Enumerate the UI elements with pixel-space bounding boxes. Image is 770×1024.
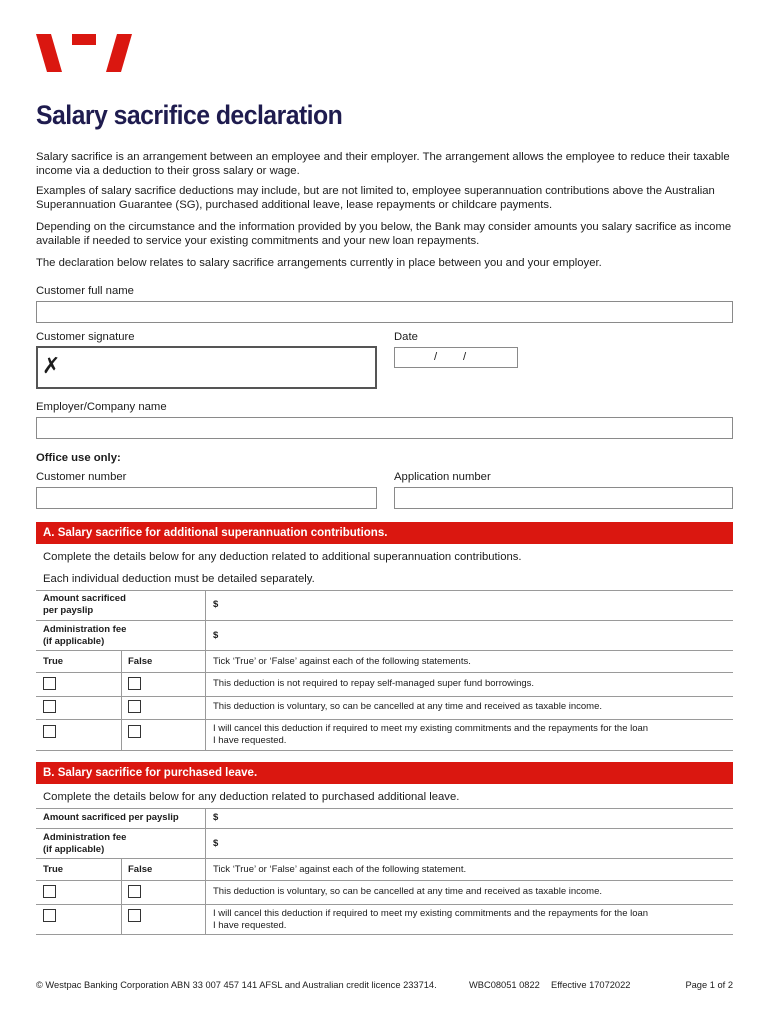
employer-name-label: Employer/Company name (36, 401, 167, 413)
footer-copyright: © Westpac Banking Corporation ABN 33 007 457 141 AFSL and Australian credit licence 233714. (36, 980, 437, 990)
statement-2-text: This deduction is voluntary, so can be cancelled at any time and received as taxable income. (213, 701, 603, 712)
section-b-heading: B. Salary sacrifice for purchased leave. (36, 762, 733, 784)
intro-paragraph-1: Salary sacrifice is an arrangement between an employee and their employer. The arrangement allows the employee to reduce their taxable income via a deduction to their gross salary or wage. (36, 151, 730, 177)
amount-currency[interactable]: $ (213, 812, 219, 823)
statement-1-true-checkbox[interactable] (43, 885, 56, 898)
amount-sacrificed-label: Amount sacrificed per payslip (43, 593, 126, 616)
page-title: Salary sacrifice declaration (36, 100, 343, 130)
employer-name-field[interactable] (36, 417, 733, 439)
footer-form-code: WBC08051 0822 (469, 980, 540, 990)
false-column-header: False (128, 864, 153, 875)
customer-signature-label: Customer signature (36, 331, 135, 343)
section-b-instruction: Complete the details below for any deduction related to purchased additional leave. (43, 791, 460, 803)
fee-currency[interactable]: $ (213, 838, 219, 849)
administration-fee-label: Administration fee (if applicable) (43, 624, 127, 647)
date-field[interactable] (394, 347, 518, 368)
customer-number-label: Customer number (36, 471, 127, 483)
amount-sacrificed-label: Amount sacrificed per payslip (43, 812, 179, 823)
page-number: Page 1 of 2 (685, 980, 733, 990)
statement-1-false-checkbox[interactable] (128, 885, 141, 898)
statement-2-text: I will cancel this deduction if required to meet my existing commitments and the repayments for the loan I have requested. (213, 908, 649, 931)
customer-full-name-label: Customer full name (36, 285, 134, 297)
statement-2-true-checkbox[interactable] (43, 700, 56, 713)
administration-fee-label: Administration fee (if applicable) (43, 832, 127, 855)
statement-1-true-checkbox[interactable] (43, 677, 56, 690)
tick-instruction: Tick ‘True’ or ‘False’ against each of the following statement. (213, 864, 467, 875)
customer-number-field[interactable] (36, 487, 377, 509)
date-label: Date (394, 331, 418, 343)
section-a-heading: A. Salary sacrifice for additional superannuation contributions. (36, 522, 733, 544)
statement-3-text: I will cancel this deduction if required to meet my existing commitments and the repayments for the loan I have requested. (213, 723, 649, 746)
intro-paragraph-4: The declaration below relates to salary sacrifice arrangements currently in place between you and your employer. (36, 257, 602, 269)
date-separator: / (434, 351, 438, 363)
customer-full-name-field[interactable] (36, 301, 733, 323)
true-column-header: True (43, 864, 64, 875)
statement-2-false-checkbox[interactable] (128, 909, 141, 922)
application-number-label: Application number (394, 471, 491, 483)
fee-currency[interactable]: $ (213, 630, 219, 641)
statement-1-text: This deduction is not required to repay self-managed super fund borrowings. (213, 678, 535, 689)
statement-1-false-checkbox[interactable] (128, 677, 141, 690)
false-column-header: False (128, 656, 153, 667)
westpac-w-logo-icon (36, 34, 132, 72)
date-separator: / (463, 351, 467, 363)
amount-currency[interactable]: $ (213, 599, 219, 610)
section-a-instruction-separate: Each individual deduction must be detailed separately. (43, 573, 315, 585)
statement-1-text: This deduction is voluntary, so can be cancelled at any time and received as taxable income. (213, 886, 603, 897)
statement-3-false-checkbox[interactable] (128, 725, 141, 738)
statement-3-true-checkbox[interactable] (43, 725, 56, 738)
section-a-instruction: Complete the details below for any deduction related to additional superannuation contributions. (43, 551, 522, 563)
application-number-field[interactable] (394, 487, 733, 509)
tick-instruction: Tick ‘True’ or ‘False’ against each of the following statements. (213, 656, 471, 667)
intro-paragraph-2: Examples of salary sacrifice deductions may include, but are not limited to, employee superannuation contributions above the Australian Superannuation Guarantee (SG), purchased additional leave, lease repayments or childcare payments. (36, 185, 715, 211)
true-column-header: True (43, 656, 64, 667)
customer-signature-field[interactable] (36, 346, 377, 389)
footer-effective-date: Effective 17072022 (551, 980, 631, 990)
signature-cross-icon: ✗ (42, 354, 61, 379)
intro-paragraph-3: Depending on the circumstance and the information provided by you below, the Bank may consider amounts you salary sacrifice as income available if needed to service your existing commitments and your new loan repayments. (36, 221, 732, 247)
statement-2-false-checkbox[interactable] (128, 700, 141, 713)
office-use-label: Office use only: (36, 452, 121, 464)
statement-2-true-checkbox[interactable] (43, 909, 56, 922)
